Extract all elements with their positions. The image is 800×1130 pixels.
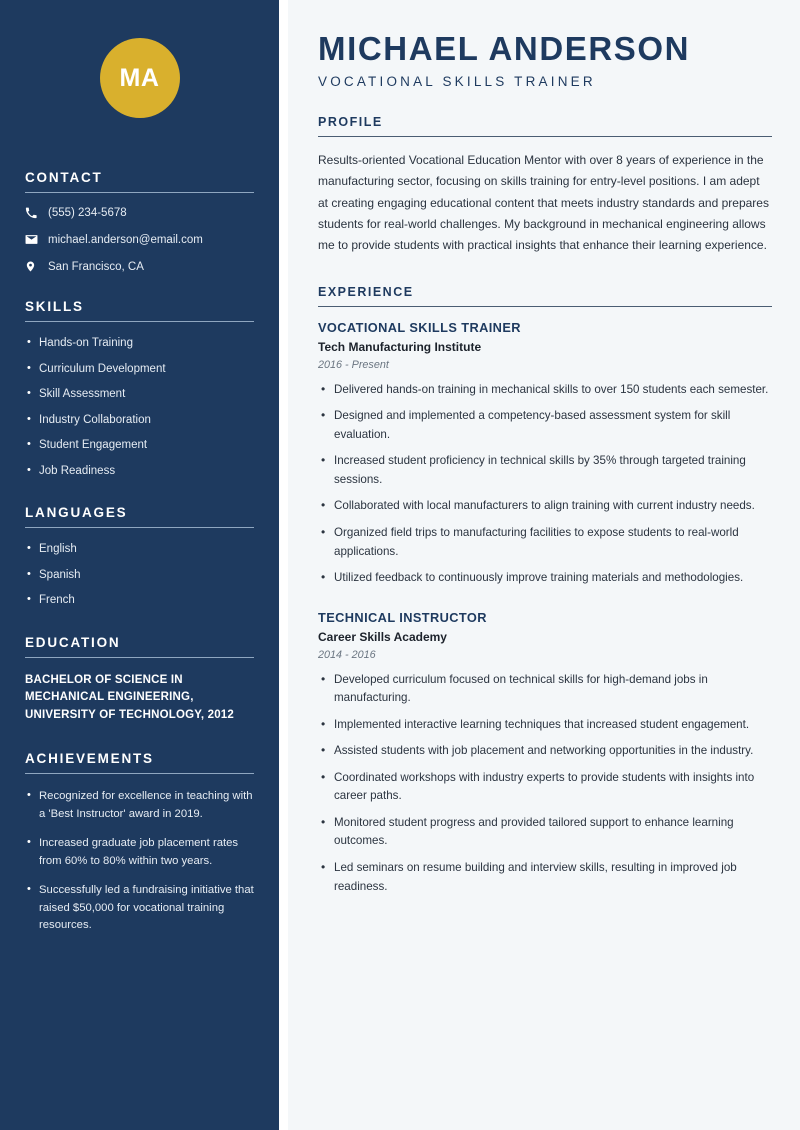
list-item: • Student Engagement — [25, 438, 254, 454]
achievements-list — [25, 788, 254, 935]
avatar: MA — [100, 38, 180, 118]
sidebar — [0, 0, 279, 1130]
avatar-container — [25, 0, 254, 170]
skills-divider — [25, 321, 254, 322]
profile-heading: PROFILE — [318, 114, 383, 129]
list-item: • Hands-on Training — [25, 336, 254, 352]
list-item: • Utilized feedback to continuously improve training materials and methodologies. — [318, 569, 772, 588]
education-divider — [25, 657, 254, 658]
list-item: • Increased graduate job placement rates from 60% to 80% within two years. — [25, 835, 254, 870]
experience-company: Career Skills Academy — [318, 629, 447, 644]
experience-entry — [318, 610, 772, 896]
location-pin-icon — [25, 260, 45, 273]
experience-dates: 2014 - 2016 — [318, 648, 376, 661]
list-item: • Job Readiness — [25, 464, 254, 480]
achievements-divider — [25, 773, 254, 774]
experience-job-title: VOCATIONAL SKILLS TRAINER — [318, 319, 521, 335]
job-subtitle: VOCATIONAL SKILLS TRAINER — [318, 73, 596, 89]
contact-phone[interactable] — [25, 207, 254, 219]
languages-divider — [25, 527, 254, 528]
list-item: • Led seminars on resume building and interview skills, resulting in improved job readiness. — [318, 859, 772, 896]
skills-heading: SKILLS — [25, 299, 84, 314]
contact-heading: CONTACT — [25, 170, 103, 185]
list-item: • Implemented interactive learning techniques that increased student engagement. — [318, 716, 772, 735]
list-item: • Recognized for excellence in teaching with a 'Best Instructor' award in 2019. — [25, 788, 254, 823]
list-item: • Organized field trips to manufacturing facilities to expose students to real-world applications. — [318, 524, 772, 561]
languages-section — [25, 505, 254, 609]
skills-section — [25, 299, 254, 479]
languages-list — [25, 542, 254, 609]
list-item: • English — [25, 542, 254, 558]
contact-divider — [25, 192, 254, 193]
experience-heading: EXPERIENCE — [318, 284, 414, 299]
education-section — [25, 635, 254, 725]
experience-job-title: TECHNICAL INSTRUCTOR — [318, 609, 487, 625]
contact-email-value: michael.anderson@email.com — [48, 233, 203, 246]
languages-heading: LANGUAGES — [25, 505, 128, 521]
list-item: • Increased student proficiency in technical skills by 35% through targeted training sessions. — [318, 452, 772, 489]
list-item: • Collaborated with local manufacturers to align training with current industry needs. — [318, 497, 772, 516]
entry-spacer — [318, 596, 772, 610]
list-item: • Developed curriculum focused on technical skills for high-demand jobs in manufacturing. — [318, 671, 772, 708]
experience-company: Tech Manufacturing Institute — [318, 339, 482, 354]
experience-entry — [318, 320, 772, 588]
list-item: • Coordinated workshops with industry experts to provide students with insights into career paths. — [318, 769, 772, 806]
phone-icon — [25, 207, 45, 219]
experience-bullet-list — [318, 381, 772, 588]
list-item: • Industry Collaboration — [25, 413, 254, 429]
list-item: • Curriculum Development — [25, 362, 254, 378]
list-item: • Skill Assessment — [25, 387, 254, 403]
contact-location[interactable] — [25, 260, 254, 273]
profile-divider — [318, 136, 772, 137]
list-item: • Monitored student progress and provided tailored support to enhance learning outcomes. — [318, 814, 772, 851]
experience-bullet-list — [318, 671, 772, 896]
list-item: • Designed and implemented a competency-based assessment system for skill evaluation. — [318, 407, 772, 444]
list-item: • French — [25, 593, 254, 609]
list-item: • Assisted students with job placement and networking opportunities in the industry. — [318, 742, 772, 761]
list-item: • Spanish — [25, 568, 254, 584]
achievements-section — [25, 751, 254, 935]
contact-phone-value: (555) 234-5678 — [48, 207, 127, 219]
education-entry: BACHELOR OF SCIENCE IN MECHANICAL ENGINEERING, UNIVERSITY OF TECHNOLOGY, 2012 — [25, 673, 235, 722]
skills-list — [25, 336, 254, 479]
email-icon — [25, 233, 45, 246]
main-content — [288, 0, 800, 1130]
contact-email[interactable] — [25, 233, 254, 246]
contact-section — [25, 170, 254, 273]
experience-section — [318, 285, 772, 896]
contact-location-value: San Francisco, CA — [48, 260, 144, 273]
experience-dates: 2016 - Present — [318, 358, 389, 371]
profile-section — [318, 115, 772, 257]
education-heading: EDUCATION — [25, 634, 121, 650]
profile-text: Results-oriented Vocational Education Mentor with over 8 years of experience in the manufacturing sector, focusing on skills training for entry-level positions. I am adept at creating engaging educational content that meets industry standards and prepares students for real-world challenges. My background in mechanical engineering allows me to provide students with practical insights that enhance their learning experience. — [318, 152, 769, 253]
list-item: • Successfully led a fundraising initiative that raised $50,000 for vocational training resources. — [25, 882, 254, 935]
list-item: • Delivered hands-on training in mechanical skills to over 150 students each semester. — [318, 381, 772, 400]
column-gap — [279, 0, 288, 1130]
page-title: MICHAEL ANDERSON — [318, 30, 691, 67]
achievements-heading: ACHIEVEMENTS — [25, 751, 154, 767]
experience-divider — [318, 306, 772, 307]
